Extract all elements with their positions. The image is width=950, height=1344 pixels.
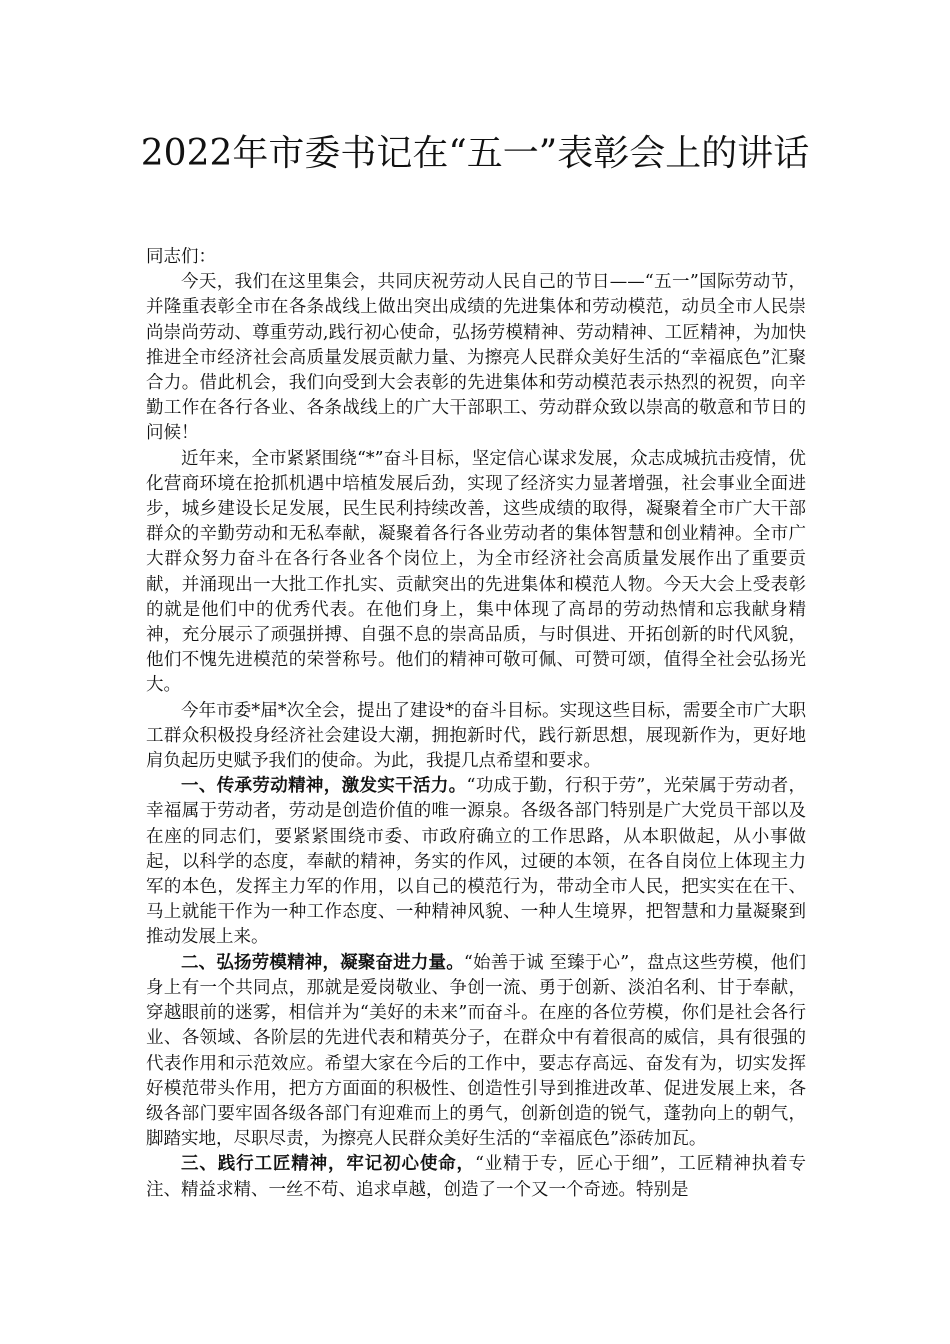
paragraph-6 <box>146 1152 806 1202</box>
section-heading: 一、传承劳动精神，激发实干活力。 <box>181 776 467 797</box>
paragraph-2 <box>146 447 806 699</box>
document-title: 2022年市委书记在“五一”表彰会上的讲话 <box>140 133 810 174</box>
paragraph-3 <box>146 699 806 775</box>
section-heading: 三、践行工匠精神，牢记初心使命， <box>181 1154 475 1175</box>
paragraph-text: 近年来，全市紧紧围绕“*”奋斗目标，坚定信心谋求发展，众志成城抗击疫情，优化营商环境在抢抓机遇中培植发展后劲，实现了经济实力显著增强，社会事业全面进步，城乡建设长足发展，民生民利持续改善，这些成绩的取得，凝聚着全市广大干部群众的辛勤劳动和无私奉献，凝聚着各行各业劳动者的集体智慧和创业精神。全市广大群众努力奋斗在各行各业各个岗位上，为全市经济社会高质量发展作出了重要贡献，并涌现出一大批工作扎实、贡献突出的先进集体和模范人物。今天大会上受表彰的就是他们中的优秀代表。在他们身上，集中体现了高昂的劳动热情和忘我献身精神，充分展示了顽强拼搏、自强不息的崇高品质，与时俱进、开拓创新的时代风貌，他们不愧先进模范的荣誉称号。他们的精神可敬可佩、可赞可颂，值得全社会弘扬光大。 <box>146 448 806 696</box>
paragraph-text: 今年市委*届*次全会，提出了建设*的奋斗目标。实现这些目标，需要全市广大职工群众积极投身经济社会建设大潮，拥抱新时代，践行新思想，展现新作为，更好地肩负起历史赋予我们的使命。为此，我提几点希望和要求。 <box>146 700 806 772</box>
paragraph-1 <box>146 270 806 446</box>
paragraph-5 <box>146 951 806 1153</box>
paragraph-4 <box>146 774 806 950</box>
paragraph-text: “始善于诚 至臻于心”，盘点这些劳模，他们身上有一个共同点，那就是爱岗敬业、争创一流、勇于创新、淡泊名利、甘于奉献，穿越眼前的迷雾，相信并为“美好的未来”而奋斗。在座的各位劳模，你们是社会各行业、各领域、各阶层的先进代表和精英分子，在群众中有着很高的威信，具有很强的代表作用和示范效应。希望大家在今后的工作中，要志存高远、奋发有为，切实发挥好模范带头作用，把方方面面的积极性、创造性引导到推进改革、促进发展上来，各级各部门要牢固各级各部门有迎难而上的勇气，创新创造的锐气，蓬勃向上的朝气，脚踏实地，尽职尽责，为擦亮人民群众美好生活的“幸福底色”添砖加瓦。 <box>146 952 806 1150</box>
section-heading: 二、弘扬劳模精神，凝聚奋进力量。 <box>181 952 464 973</box>
paragraph-text: “业精于专，匠心于细”，工匠精神执着专注、精益求精、一丝不苟、追求卓越，创造了一个又一个奇迹。特别是 <box>146 1154 806 1200</box>
paragraph-text: 今天，我们在这里集会，共同庆祝劳动人民自己的节日——“五一”国际劳动节，并隆重表彰全市在各条战线上做出突出成绩的先进集体和劳动模范，动员全市人民崇尚崇尚劳动、尊重劳动,践行初心使命，弘扬劳模精神、劳动精神、工匠精神，为加快推进全市经济社会高质量发展贡献力量、为擦亮人民群众美好生活的“幸福底色”汇聚合力。借此机会，我们向受到大会表彰的先进集体和劳动模范表示热烈的祝贺，向辛勤工作在各行各业、各条战线上的广大干部职工、劳动群众致以崇高的敬意和节日的问候！ <box>146 272 806 444</box>
document-body <box>146 245 806 1203</box>
salutation: 同志们： <box>146 247 216 267</box>
paragraph-text: “功成于勤，行积于劳”，光荣属于劳动者，幸福属于劳动者，劳动是创造价值的唯一源泉。各级各部门特别是广大党员干部以及在座的同志们，要紧紧围绕市委、市政府确立的工作思路，从本职做起，从小事做起，以科学的态度，奉献的精神，务实的作风，过硬的本领，在各自岗位上体现主力军的本色，发挥主力军的作用，以自己的模范行为，带动全市人民，把实实在在干、马上就能干作为一种工作态度、一种精神风貌、一种人生境界，把智慧和力量凝聚到推动发展上来。 <box>146 776 806 948</box>
